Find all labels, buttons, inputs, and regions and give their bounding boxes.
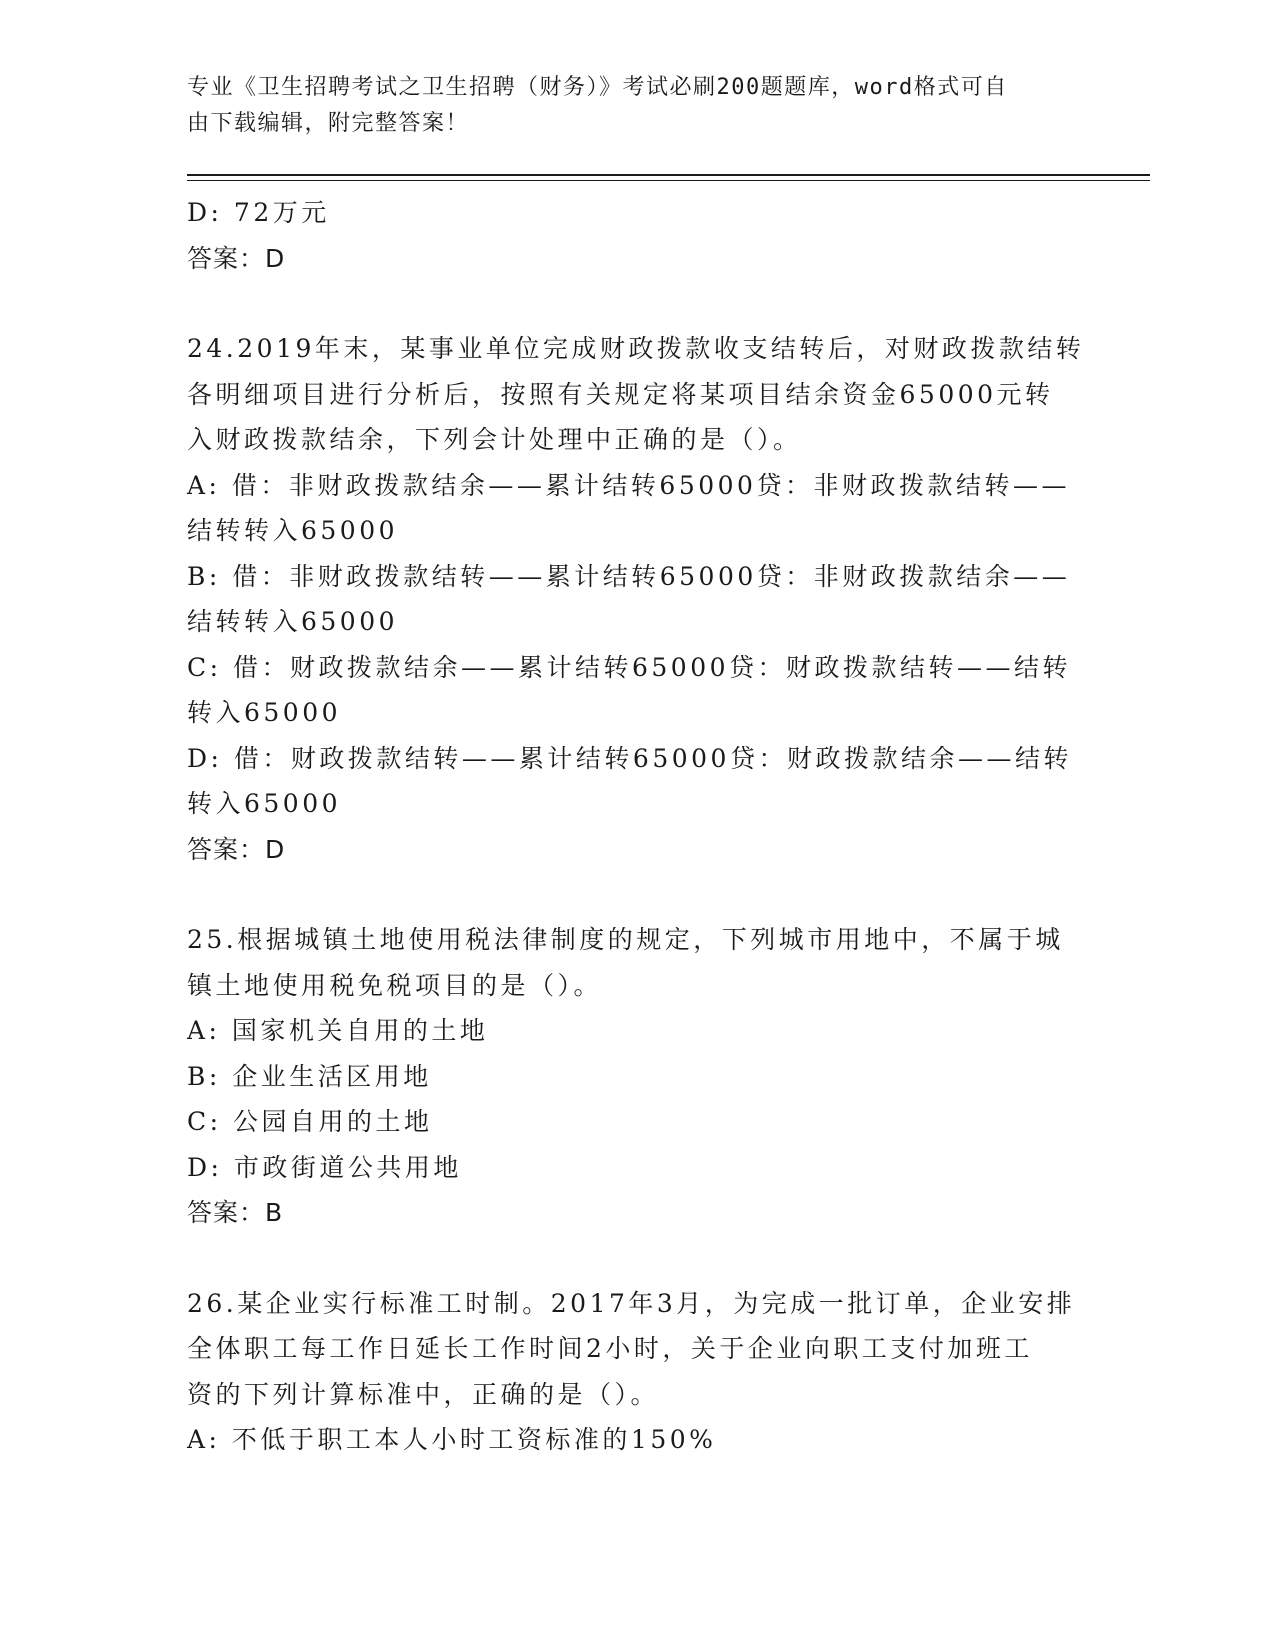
option-c: C: 借：财政拨款结余——累计结转65000贷：财政拨款结转——结转: [187, 652, 1072, 682]
question-stem: 各明细项目进行分析后，按照有关规定将某项目结余资金65000元转: [187, 379, 1054, 409]
question-26: [187, 1281, 1087, 1463]
option-d-cont: 转入65000: [187, 789, 342, 818]
option-a-cont: 结转转入65000: [187, 516, 399, 545]
question-25: [187, 917, 1087, 1236]
page-header: [187, 70, 1067, 142]
question-content: [187, 190, 1087, 1463]
option-d: D: 市政街道公共用地: [187, 1152, 462, 1182]
option-c: C: 公园自用的土地: [187, 1107, 433, 1136]
option-c-cont: 转入65000: [187, 698, 342, 727]
spacer: [187, 1236, 1087, 1281]
question-stem: 镇土地使用税免税项目的是（）。: [187, 970, 603, 1000]
spacer: [187, 281, 1087, 326]
question-stem: 25.根据城镇土地使用税法律制度的规定，下列城市用地中，不属于城: [187, 925, 1064, 954]
question-stem: 资的下列计算标准中，正确的是（）。: [187, 1379, 660, 1409]
question-24: [187, 326, 1087, 872]
answer-line: 答案：D: [187, 834, 286, 864]
question-23-tail: [187, 190, 1087, 281]
option-d: D: 72万元: [187, 198, 330, 227]
question-stem: 全体职工每工作日延长工作时间2小时，关于企业向职工支付加班工: [187, 1334, 1033, 1363]
header-line-2: 由下载编辑，附完整答案！: [187, 111, 470, 136]
option-a: A: 借：非财政拨款结余——累计结转65000贷：非财政拨款结转——: [187, 470, 1070, 500]
option-a: A: 不低于职工本人小时工资标准的150%: [187, 1425, 717, 1454]
option-b-cont: 结转转入65000: [187, 607, 399, 636]
answer-line: 答案：B: [187, 1198, 284, 1227]
answer-line: 答案：D: [187, 243, 286, 273]
option-d: D: 借：财政拨款结转——累计结转65000贷：财政拨款结余——结转: [187, 743, 1072, 773]
header-divider-thin: [187, 180, 1150, 181]
option-b: B: 借：非财政拨款结转——累计结转65000贷：非财政拨款结余——: [187, 561, 1071, 591]
option-a: A: 国家机关自用的土地: [187, 1016, 489, 1045]
header-divider-thick: [187, 174, 1150, 176]
spacer: [187, 872, 1087, 917]
question-stem: 入财政拨款结余，下列会计处理中正确的是（）。: [187, 425, 802, 454]
header-line-1: 专业《卫生招聘考试之卫生招聘（财务）》考试必刷200题题库，word格式可自: [187, 75, 1008, 100]
question-stem: 26.某企业实行标准工时制。2017年3月，为完成一批订单，企业安排: [187, 1288, 1076, 1318]
question-stem: 24.2019年末，某事业单位完成财政拨款收支结转后，对财政拨款结转: [187, 334, 1085, 363]
option-b: B: 企业生活区用地: [187, 1061, 432, 1091]
